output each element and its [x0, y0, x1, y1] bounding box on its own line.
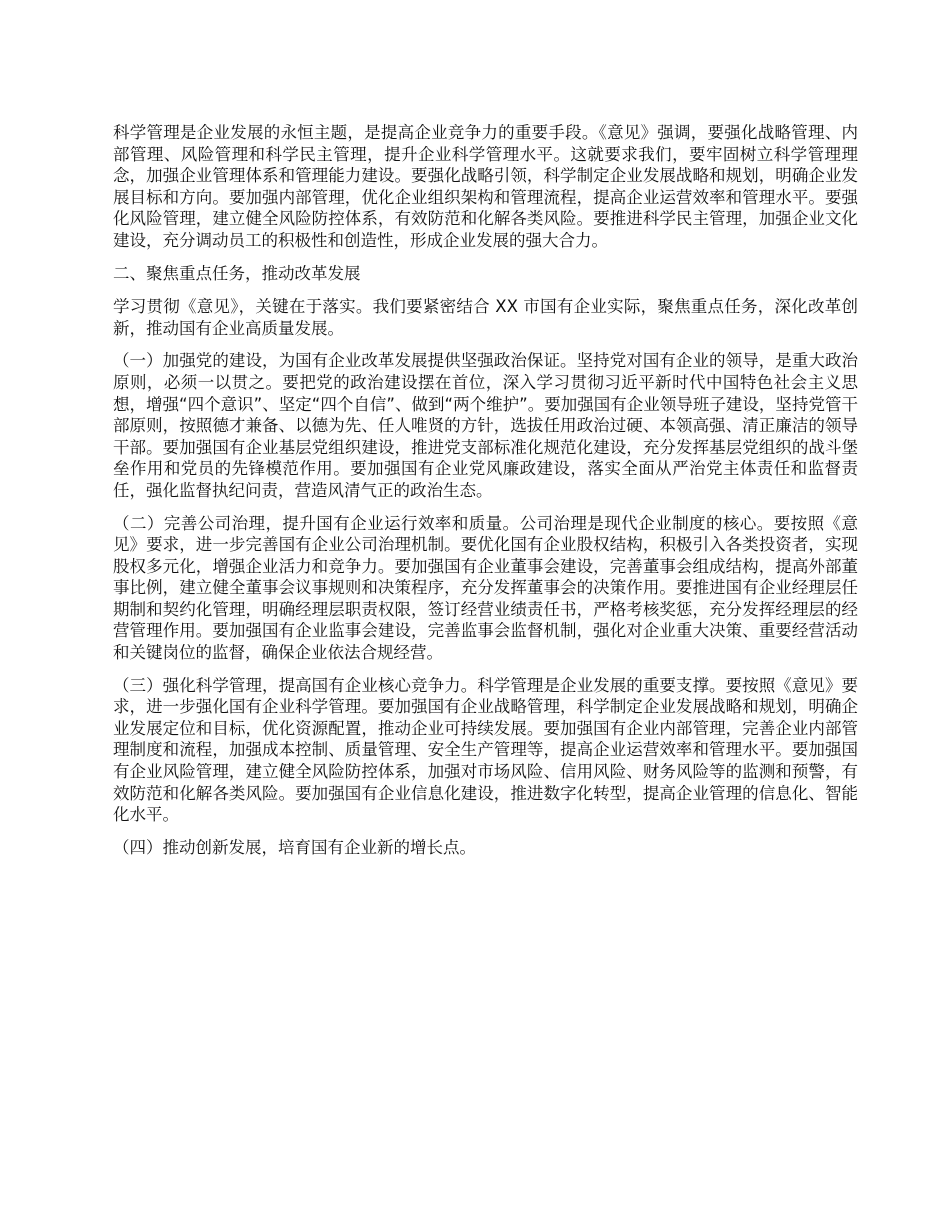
document-body: [113, 122, 858, 869]
paragraph-intro-section-2: 学习贯彻《意见》，关键在于落实。我们要紧密结合 XX 市国有企业实际，聚焦重点任务，深化改革创新，推动国有企业高质量发展。: [113, 297, 858, 338]
paragraph-item-1: （一）加强党的建设，为国有企业改革发展提供坚强政治保证。坚持党对国有企业的领导，是重大政治原则，必须一以贯之。要把党的政治建设摆在首位，深入学习贯彻习近平新时代中国特色社会主义思想，增强“四个意识”、坚定“四个自信”、做到“两个维护”。要加强国有企业领导班子建设，坚持党管干部原则，按照德才兼备、以德为先、任人唯贤的方针，选拔任用政治过硬、本领高强、清正廉洁的领导干部。要加强国有企业基层党组织建设，推进党支部标准化规范化建设，充分发挥基层党组织的战斗堡垒作用和党员的先锋模范作用。要加强国有企业党风廉政建设，落实全面从严治党主体责任和监督责任，强化监督执纪问责，营造风清气正的政治生态。: [113, 351, 858, 500]
section-heading-2: 二、聚焦重点任务，推动改革发展: [113, 263, 361, 283]
paragraph-item-4: （四）推动创新发展，培育国有企业新的增长点。: [113, 837, 476, 857]
paragraph-item-2: （二）完善公司治理，提升国有企业运行效率和质量。公司治理是现代企业制度的核心。要按照《意见》要求，进一步完善国有企业公司治理机制。要优化国有企业股权结构，积极引入各类投资者，实现股权多元化，增强企业活力和竞争力。要加强国有企业董事会建设，完善董事会组成结构，提高外部董事比例，建立健全董事会议事规则和决策程序，充分发挥董事会的决策作用。要推进国有企业经理层任期制和契约化管理，明确经理层职责权限，签订经营业绩责任书，严格考核奖惩，充分发挥经理层的经营管理作用。要加强国有企业监事会建设，完善监事会监督机制，强化对企业重大决策、重要经营活动和关键岗位的监督，确保企业依法合规经营。: [113, 513, 858, 663]
paragraph-item-3: （三）强化科学管理，提高国有企业核心竞争力。科学管理是企业发展的重要支撑。要按照《意见》要求，进一步强化国有企业科学管理。要加强国有企业战略管理，科学制定企业发展战略和规划，明确企业发展定位和目标，优化资源配置，推动企业可持续发展。要加强国有企业内部管理，完善企业内部管理制度和流程，加强成本控制、质量管理、安全生产管理等，提高企业运营效率和管理水平。要加强国有企业风险管理，建立健全风险防控体系，加强对市场风险、信用风险、财务风险等的监测和预警，有效防范和化解各类风险。要加强国有企业信息化建设，推进数字化转型，提高企业管理的信息化、智能化水平。: [113, 675, 858, 825]
paragraph-scientific-management: 科学管理是企业发展的永恒主题，是提高企业竞争力的重要手段。《意见》强调，要强化战略管理、内部管理、风险管理和科学民主管理，提升企业科学管理水平。这就要求我们，要牢固树立科学管理理念，加强企业管理体系和管理能力建设。要强化战略引领，科学制定企业发展战略和规划，明确企业发展目标和方向。要加强内部管理，优化企业组织架构和管理流程，提高企业运营效率和管理水平。要强化风险管理，建立健全风险防控体系，有效防范和化解各类风险。要推进科学民主管理，加强企业文化建设，充分调动员工的积极性和创造性，形成企业发展的强大合力。: [113, 123, 858, 250]
